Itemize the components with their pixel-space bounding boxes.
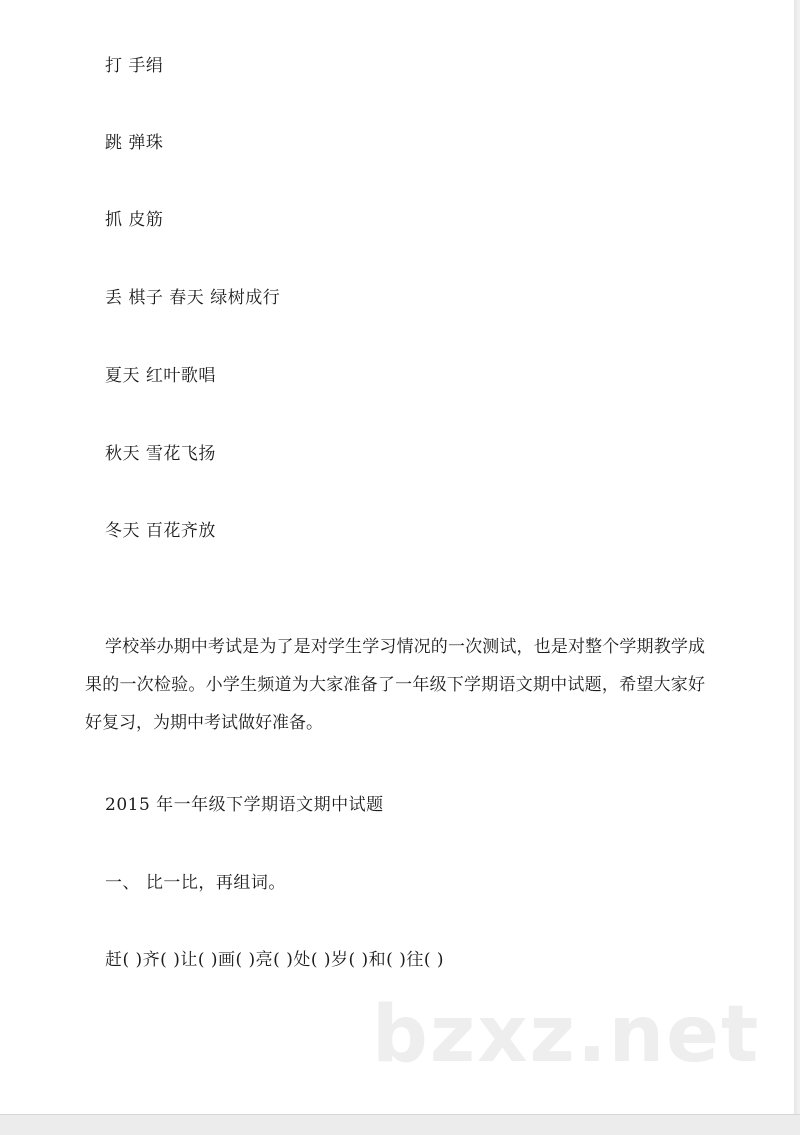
text-line: 打 手绢 (105, 56, 164, 76)
exam-title: 2015 年一年级下学期语文期中试题 (105, 795, 384, 815)
section-heading: 一、 比一比，再组词。 (105, 873, 286, 893)
text-line: 秋天 雪花飞扬 (105, 444, 216, 464)
page-edge (794, 0, 800, 1134)
text-line: 夏天 红叶歌唱 (105, 366, 216, 386)
intro-paragraph: 学校举办期中考试是为了是对学生学习情况的一次测试，也是对整个学期教学成果的一次检验。小学生频道为大家准备了一年级下学期语文期中试题，希望大家好好复习，为期中考试做好准备。 (85, 637, 705, 733)
text-line: 丢 棋子 春天 绿树成行 (105, 288, 281, 308)
text-line: 冬天 百花齐放 (105, 521, 216, 541)
text-line: 抓 皮筋 (105, 210, 164, 230)
text-line: 跳 弹珠 (105, 133, 164, 153)
exercise-row: 赶( )齐( )让( )画( )亮( )处( )岁( )和( )往( ) (105, 950, 445, 970)
page-separator (0, 1114, 800, 1135)
watermark: bzxz.net (372, 990, 761, 1080)
